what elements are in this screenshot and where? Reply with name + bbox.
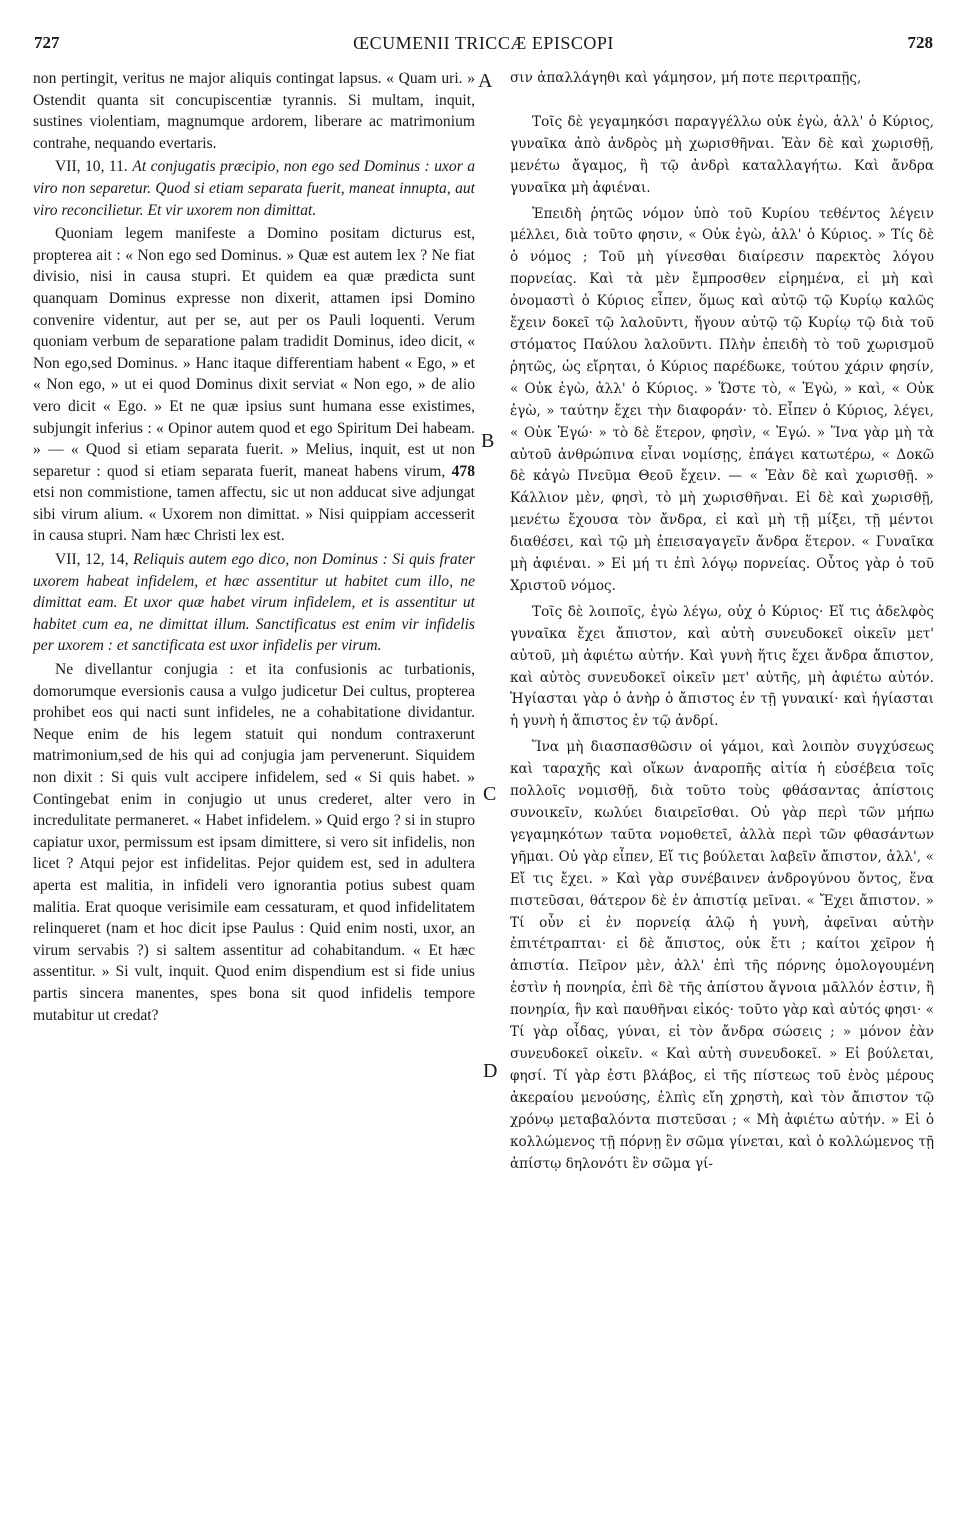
spacer [510, 90, 934, 112]
right-page-number: 728 [907, 33, 933, 52]
latin-lemma [33, 549, 475, 657]
greek-lemma: Τοῖς δὲ λοιποῖς, ἐγὼ λέγω, οὐχ ὁ Κύριος· Εἴ τις ἀδελφὸς γυναῖκα ἔχει ἄπιστον, καὶ αὐτὴ συνευδοκεῖ οἰκεῖν μετ' αὐτοῦ, μὴ ἀφιέτω αὐτήν. Καὶ γυνὴ ἥτις ἔχει ἄνδρα ἄπιστον, καὶ αὐτὸς συνευδοκεῖ οἰκεῖν μετ' αὐτῆς, μὴ ἀφιέτω αὐτόν. Ἡγίασται γὰρ ὁ ἀνὴρ ὁ ἄπιστος ἐν τῇ γυναικί· καὶ ἡγίασται ἡ γυνὴ ἡ ἄπιστος ἐν τῷ ἀνδρί. [510, 603, 934, 730]
left-page-number: 727 [34, 33, 60, 52]
greek-paragraph: Ἵνα μὴ διασπασθῶσιν οἱ γάμοι, καὶ λοιπὸν συγχύσεως καὶ ταραχῆς καὶ οἴκων ἀναροπῆς αἰτία ἡ εὐσέβεια τοῖς πολλοῖς νομισθῇ, διὰ τοῦτο τοὺς φθάσαντας ἀπίστοις συνοικεῖν, κωλύει διαιρεῖσθαι. Οὐ γὰρ περὶ τῶν μήπω γεγαμηκότων ταῦτα νομοθετεῖ, ἀλλὰ περὶ τῶν φθασάντων γῆμαι. Οὐ γὰρ εἶπεν, Εἴ τις βούλεται λαβεῖν ἄπιστον, ἀλλ', « Εἴ τις ἔχει. » Καὶ γὰρ συνέβαινεν ἀνδρογύνου ὄντος, ἕνα πιστεῦσαι, θάτερον δὲ ἐν ἀπιστίᾳ μεῖναι. « Ἔχει ἄπιστον. » Τί οὖν εἰ ἐν πορνείᾳ ἁλῷ ἡ γυνὴ, ἀφεῖναι αὐτὴν ἐπιτέτραπται· εἰ δὲ ἄπιστος, οὐκ ἔτι ; καίτοι χεῖρον ἡ ἀπιστία. Πεῖρον μὲν, ἀλλ' ἐπὶ τῆς πόρνης ὁμολογουμένη ἐστὶν ἡ πονηρία, ἐπὶ δὲ τῆς ἀπίστου ἄγνοια μᾶλλόν ἐστιν, ἢ πονηρία, ἣν καὶ παυθῆναι εἰκός· τοῦτο γὰρ καὶ αὐτός φησι· « Τί γὰρ οἶδας, γύναι, εἰ τὸν ἄνδρα σώσεις ; » μόνον ἐὰν συνευδοκεῖ οἰκεῖν. « Καὶ αὐτὴ συνευδοκεῖ. » Εἰ βούλεται, φησί. Τί γὰρ ἐστι βλάβος, εἰ τῆς πίστεως τοῦ ἑνὸς μέρους ἀκεραίου μενούσης, ἐλπὶς εἴη χρηστὴ, καὶ τὸν ἄπιστον τῷ χρόνῳ μεταβαλόντα πιστεῦσαι ; « Μὴ ἀφιέτω αὐτήν. » Εἰ ὁ κολλώμενος τῇ πόρνῃ ἓν σῶμα γίνεται, καὶ ὁ κολλώμενος τῇ ἀπίστῳ δηλονότι ἓν σῶμα γί- [510, 739, 934, 1172]
running-title: ŒCUMENII TRICCÆ EPISCOPI [353, 33, 614, 53]
latin-paragraph: Ne divellantur conjugia : et ita confusionis ac turbationis, domorumque eversionis causa a vulgo judicetur Dei cultus, propterea prohibet eos qui nacti sunt infideles, ne a cohabitatione dividantur. Neque enim de his legem statuit qui nondum contraxerunt matrimonium,sed de his qui ad conjugia jam pervenerunt. Siquidem non dixit : Si quis vult accipere infidelem, sed « Si quis habet. » Contingebat enim in conjugio ut unus crederet, alter vero in incredulitate permaneret. « Habet infidelem. » Quid ergo ? si in stupro capiatur uxor, permissum est ipsam dimittere, si vero sit infidelis, non licet ? Atqui pejor est infidelitas. Pejor quidem est, sed in adultera aperta est malitia, in infideli vero ignorantia potius subest quam malitia. Erat quoque verisimile eam cessaturam, et quod infidelitatem relinqueret (nam et hoc dicit ipse Paulus : Quid enim nosti, uxor, an virum servabis ?) si saltem assentitur ad cohabitandum. « Et hæc assentitur. » Si vult, inquit. Quod enim dispendium est si fide unius partis sincera manentes, spes bona sit quod infidelis tempore mutabitur ut credat? [33, 661, 475, 1024]
running-header [34, 33, 933, 59]
greek-lemma: Τοῖς δὲ γεγαμηκόσι παραγγέλλω οὐκ ἐγὼ, ἀλλ' ὁ Κύριος, γυναῖκα ἀπὸ ἀνδρὸς μὴ χωρισθῆναι. Ἐὰν δὲ καὶ χωρισθῇ, μενέτω ἄγαμος, ἢ τῷ ἀνδρὶ καταλλαγήτω. Καὶ ἄνδρα γυναῖκα μὴ ἀφιέναι. [510, 113, 934, 196]
greek-paragraph: σιν ἀπαλλάγηθι καὶ γάμησον, μή ποτε περιτραπῇς, [510, 70, 862, 86]
margin-letter-c: C [483, 783, 497, 805]
margin-letter-b: B [481, 430, 495, 452]
latin-lemma-text: At conjugatis præcipio, non ego sed Dominus : uxor a viro non separetur. Quod si etiam separata fuerit, maneat innupta, aut viro reconcilietur. Et vir uxorem non dimittat. [33, 158, 476, 219]
latin-verse-reference: VII, 10, 11. [55, 158, 128, 176]
latin-paragraph: non pertingit, veritus ne major aliquis contingat lapsus. « Quam uri. » Ostendit quanta sit concupiscentiæ tyrannis. Si multam, inquit, sustines violentiam, magnumque ardorem, liberare ac matrimonium contrahe, nequando evertaris. [33, 70, 475, 152]
latin-paragraph-text: Quoniam legem manifeste a Domino positam dicturus est, propterea ait : « Non ego sed Dominus. » Quæ est autem lex ? Ne fiat divisio, nisi in causa stupri. Et quidem ea quæ prædicta sunt quanquam Dominus expresse non dixerit, attamen ipsi Domino convenire videntur, aut per se, aut per os Pauli loquenti. Verum quoniam verbum de separatione palam tradidit Dominus, ideo dicit, « Non ego,sed Dominus. » Hanc itaque differentiam habent « Ego, » et « Non ego, » ut ei quod Dominus dixit serviat « Non ego, » de alio vero dicit « Ego. » Et ne quæ ipsius sunt humana esse existimes, subjungit inferius : « Opinor autem quod et ego Spiritum Dei habeam. » — « Quod si etiam separata fuerit. » Melius, inquit, est ut non separetur : quod si etiam separata fuerit, maneat habens virum, [33, 225, 475, 480]
latin-column [33, 68, 475, 1026]
greek-paragraph: Ἐπειδὴ ῥητῶς νόμον ὑπὸ τοῦ Κυρίου τεθέντος λέγειν μέλλει, διὰ τοῦτο φησιν, « Οὐκ ἐγὼ, ἀλλ' ὁ Κύριος. » Τίς δὲ ὁ νόμος ; Τοῦ μὴ γίνεσθαι διαίρεσιν παρεκτὸς λόγου πορνείας. Καὶ τὰ μὲν ἔμπροσθεν εἰρημένα, εἰ μὴ καὶ ὀνομαστὶ ὁ Κύριος εἶπεν, ὅμως καὶ αὐτῷ τῷ Κυρίῳ καλῶς ἔχειν δοκεῖ τῷ λαλοῦντι, ἤγουν αὐτῷ τῷ Κυρίῳ τῷ διὰ τοῦ στόματος Παύλου λαλοῦντι. Πλὴν ἐπειδὴ τὸ τοῦ χωρισμοῦ ῥητῶς, ὡς εἴρηται, ὁ Κύριος παρέδωκε, τούτου χάριν φησίν, « Οὐκ ἐγὼ, ἀλλ' ὁ Κύριος. » Ὥστε τὸ, « Ἐγὼ, » καὶ, « Οὐκ ἐγὼ, » ταύτην ἔχει τὴν διαφοράν· τὸ. Εἶπεν ὁ Κύριος, λέγει, « Οὐκ Ἐγώ· » τὸ δὲ ἕτερον, φησὶν, « Ἐγώ. » Ἵνα γὰρ μὴ τὰ αὐτοῦ ἀνθρώπινα εἶναι νομίσῃς, ἐπάγει κατωτέρω, « Δοκῶ δὲ κἀγὼ Πνεῦμα Θεοῦ ἔχειν. — « Ἐὰν δὲ καὶ χωρισθῇ. » Κάλλιον μὲν, φησὶ, τὸ μὴ χωρισθῆναι. Εἰ δὲ καὶ χωρισθῇ, μενέτω ἔχουσα τὸν ἄνδρα, εἰ καὶ μὴ τῇ μίξει, τῇ μέντοι διαθέσει, καὶ τῷ μὴ ἐπεισαγαγεῖν ἄνδρα ἕτερον. « Γυναῖκα μὴ ἀφιέναι. » Εἰ μή τι ἐπὶ λόγῳ πορνείας. Οὗτος γὰρ ὁ τοῦ Χριστοῦ νόμος. [510, 205, 934, 594]
margin-letter-a: A [478, 70, 493, 92]
latin-paragraph-text: etsi non commistione, tamen affectu, sic ut non adducat sive adjungat sibi virum alium. « Uxorem non dimittat. » Nisi quippiam accesserit in causa stupri. Nam hæc Christi lex est. [33, 484, 475, 545]
latin-lemma-text: Reliquis autem ego dico, non Dominus : Si quis frater uxorem habeat infidelem, et hæc assentitur ut habitet cum illo, ne dimittat eam. Et uxor quæ habet virum infidelem, et is assentitur ut habitet cum ea, ne dimittat illum. Sanctificatus est enim vir infidelis per uxorem : et sanctificata est uxor infidelis per virum. [33, 551, 476, 655]
latin-verse-reference: VII, 12, 14, [55, 551, 129, 569]
latin-lemma [33, 156, 475, 221]
greek-column [510, 68, 934, 1175]
latin-paragraph [33, 223, 475, 547]
margin-letter-d: D [483, 1060, 498, 1082]
column-number: 478 [451, 462, 475, 480]
